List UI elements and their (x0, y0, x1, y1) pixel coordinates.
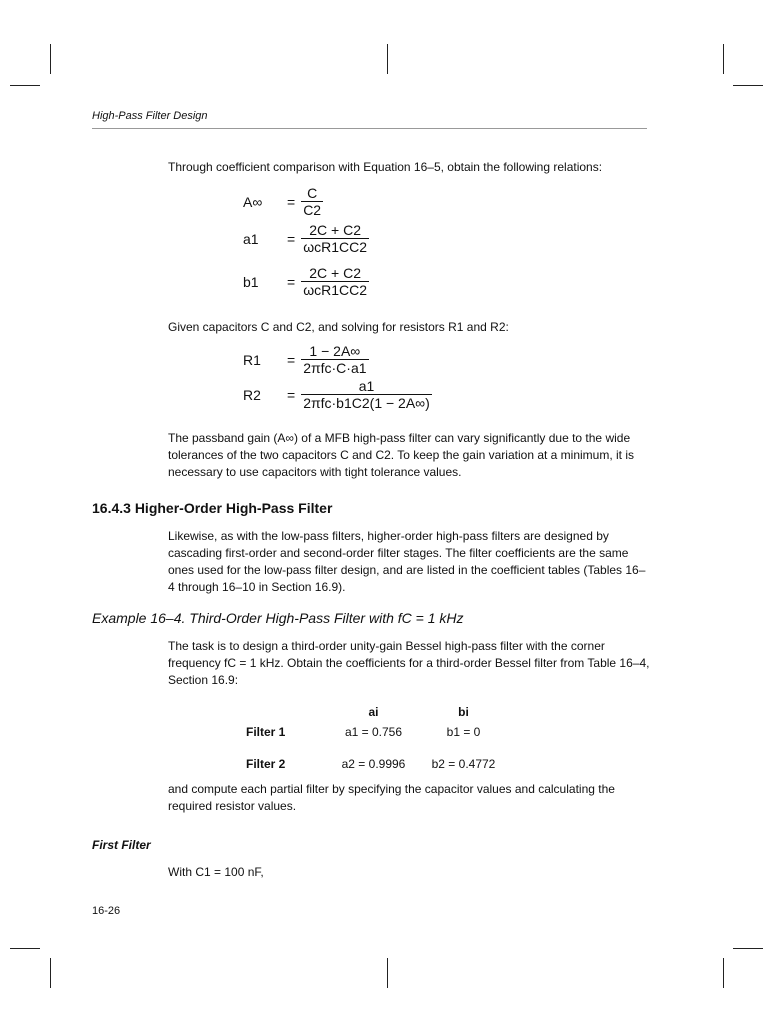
crop-mark (723, 958, 724, 988)
fraction (301, 185, 323, 218)
row-label: Filter 1 (246, 725, 286, 739)
equation-lhs: b1 (243, 273, 259, 290)
crop-mark (387, 44, 388, 74)
denominator: ωcR1CC2 (303, 282, 368, 298)
fraction (301, 378, 432, 411)
denominator: 2πfc·C·a1 (303, 360, 367, 376)
numerator: 2C + C2 (301, 265, 369, 282)
numerator: 1 − 2A∞ (301, 343, 368, 360)
example-title: Example 16–4. Third-Order High-Pass Filter with fC = 1 kHz (92, 610, 464, 626)
compute-paragraph: and compute each partial filter by specifying the capacitor values and calculating the required resistor values. (168, 782, 615, 813)
crop-mark (50, 958, 51, 988)
crop-mark (723, 44, 724, 74)
running-header: High-Pass Filter Design (92, 110, 208, 122)
numerator: C (301, 185, 323, 202)
subheading-first-filter: First Filter (92, 838, 151, 852)
crop-mark (10, 948, 40, 949)
crop-mark (733, 948, 763, 949)
table-cell: b2 = 0.4772 (431, 757, 496, 771)
crop-mark (733, 85, 763, 86)
equation-lhs: R2 (243, 386, 261, 403)
numerator: a1 (301, 378, 432, 395)
section-heading: 16.4.3 Higher-Order High-Pass Filter (92, 500, 333, 516)
fraction (301, 222, 369, 255)
denominator: ωcR1CC2 (303, 239, 368, 255)
passband-paragraph: The passband gain (A∞) of a MFB high-pass filter can vary significantly due to the wide tolerances of the two capacitors C and C2. To keep the gain variation at a minimum, it is necessary to use capacitors with tight tolerance values. (168, 431, 635, 479)
column-header: ai (368, 705, 379, 719)
page-number: 16-26 (92, 905, 121, 917)
given-paragraph: Given capacitors C and C2, and solving for resistors R1 and R2: (168, 320, 509, 334)
table-header-row (246, 705, 506, 725)
table-cell: a2 = 0.9996 (341, 757, 406, 771)
fraction (301, 265, 369, 298)
table-cell: b1 = 0 (446, 725, 481, 739)
header-rule (92, 128, 647, 129)
section-paragraph: Likewise, as with the low-pass filters, higher-order high-pass filters are designed by cascading first-order and second-order filter stages. The filter coefficients are the same ones used for the low-pass filter design, and are listed in the coefficient tables (Tables 16–4 through 16–10 in Section 16.9). (168, 529, 646, 594)
first-filter-paragraph: With C1 = 100 nF, (168, 865, 264, 879)
equation-b1: b1 = $\frac{2C + C2}{\text{ωcR1CC2}}$ (243, 265, 368, 298)
equation-a-inf: A∞ = $\frac{C}{C2}$ (243, 185, 322, 218)
intro-paragraph: Through coefficient comparison with Equation 16–5, obtain the following relations: (168, 160, 603, 174)
table-row (246, 725, 506, 757)
equation-lhs: a1 (243, 230, 259, 247)
crop-mark (50, 44, 51, 74)
column-header: bi (458, 705, 469, 719)
example-paragraph: The task is to design a third-order unity-gain Bessel high-pass filter with the corner frequency fC = 1 kHz. Obtain the coefficients for a third-order Bessel filter from Table 16–4, Section 16.9: (168, 639, 650, 687)
crop-mark (10, 85, 40, 86)
numerator: 2C + C2 (301, 222, 369, 239)
equation-r1: R1 = $\frac{1 - 2A\infty}{\text{2πfc·C·a1}}$ (243, 343, 367, 376)
table-cell: a1 = 0.756 (344, 725, 403, 739)
denominator: C2 (303, 202, 322, 218)
coefficient-table (246, 705, 506, 789)
equation-a1: a1 = $\frac{2C + C2}{\text{ωcR1CC2}}$ (243, 222, 368, 255)
equation-r2: R2 = $\frac{a1}{\text{2πfc·b1C2(1 − 2A∞)}}$ (243, 378, 430, 411)
equation-lhs: A∞ (243, 193, 263, 210)
row-label: Filter 2 (246, 757, 286, 771)
fraction (301, 343, 368, 376)
equation-lhs: R1 (243, 351, 261, 368)
crop-mark (387, 958, 388, 988)
denominator: 2πfc·b1C2(1 − 2A∞) (303, 395, 430, 411)
